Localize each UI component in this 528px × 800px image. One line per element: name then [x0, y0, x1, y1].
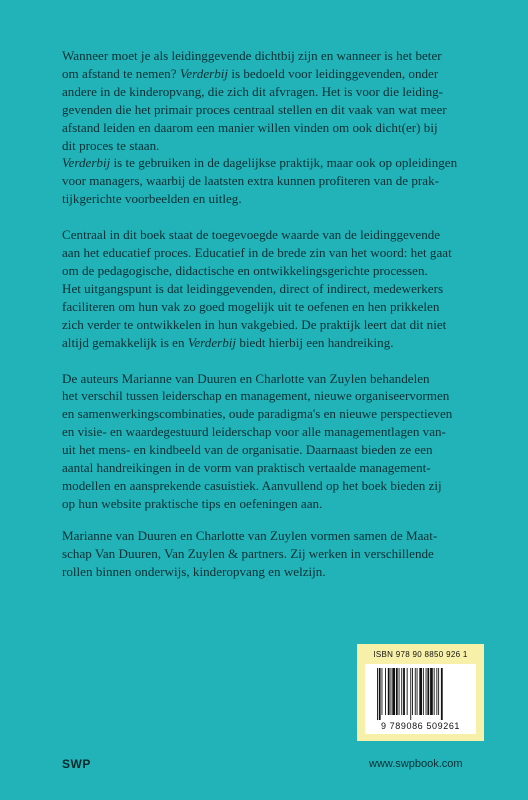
- text-line: [62, 65, 478, 83]
- barcode-bar: [379, 668, 381, 720]
- barcode-bar: [377, 668, 378, 720]
- book-title-italic: Verderbij: [179, 65, 229, 81]
- text-line: [62, 495, 478, 513]
- barcode-bar: [399, 668, 400, 715]
- text-run: het verschil tussen leiderschap en management, nieuwe organiseervormen: [62, 388, 450, 404]
- text-run: gevenden die het primair proces centraal stellen en dit vaak van wat meer: [62, 101, 447, 117]
- back-cover-blurb: [62, 47, 478, 580]
- barcode-bar: [392, 668, 395, 715]
- text-line: [62, 334, 478, 352]
- publisher-website: www.swpbook.com: [369, 758, 463, 770]
- barcode-bar: [427, 668, 429, 715]
- text-line: [62, 262, 478, 280]
- isbn-number: ISBN 978 90 8850 926 1: [373, 650, 468, 659]
- text-line: [62, 119, 478, 137]
- text-run: Het uitgangspunt is dat leidinggevenden, direct of indirect, medewerkers: [62, 280, 444, 296]
- book-title-italic: Verderbij: [62, 155, 111, 171]
- text-run: schap Van Duuren, Van Zuylen & partners. Zij werken in verschillende: [62, 545, 434, 561]
- blurb-paragraph: [62, 527, 478, 581]
- barcode-bar: [426, 668, 427, 715]
- text-run: altijd gemakkelijk is en: [62, 334, 188, 350]
- text-run: afstand leiden en daarom een manier willen vinden om ook dicht(er) bij: [62, 119, 438, 135]
- isbn-barcode-label: [357, 644, 484, 741]
- text-line: [62, 370, 478, 388]
- text-run: aantal handreikingen in de vorm van praktisch vertaalde management-: [62, 460, 431, 476]
- text-line: [62, 226, 478, 244]
- text-run: voor managers, waarbij de laatsten extra kunnen profiteren van de prak-: [62, 173, 440, 189]
- text-run: is te gebruiken in de dagelijkse praktijk, maar ook op opleidingen: [110, 155, 458, 171]
- text-run: dit proces te staan.: [62, 137, 160, 153]
- barcode-icon: [377, 668, 465, 720]
- barcode-bar: [415, 668, 416, 715]
- barcode-bar: [401, 668, 402, 715]
- text-line: [62, 47, 478, 65]
- barcode-bar: [419, 668, 422, 715]
- text-line: [62, 137, 478, 155]
- text-run: en visie- en waardegestuurd leiderschap voor alle managementlagen van-: [62, 424, 446, 440]
- barcode-area: [365, 664, 476, 734]
- barcode-bar: [382, 668, 383, 715]
- text-line: [62, 83, 478, 101]
- text-line: [62, 527, 478, 545]
- barcode-digits: 9 789086 509261: [380, 721, 461, 731]
- barcode-bar: [403, 668, 405, 715]
- text-run: tijkgerichte voorbeelden en uitleg.: [62, 191, 242, 207]
- barcode-bar: [412, 668, 413, 715]
- text-line: [62, 101, 478, 119]
- text-line: [62, 244, 478, 262]
- barcode-bar: [423, 668, 424, 715]
- text-run: om de pedagogische, didactische en ontwikkelingsgerichte processen.: [62, 262, 428, 278]
- blurb-paragraph: [62, 370, 478, 513]
- barcode-bar: [407, 668, 408, 715]
- barcode-bar: [436, 668, 437, 715]
- text-line: [62, 563, 478, 581]
- text-line: [62, 298, 478, 316]
- barcode-bar: [396, 668, 398, 715]
- barcode-bar: [434, 668, 435, 715]
- barcode-bar: [438, 668, 439, 715]
- text-line: [62, 405, 478, 423]
- barcode-bar: [430, 668, 433, 715]
- text-run: uit het mens- en kindbeeld van de organisatie. Daarnaast bieden ze een: [62, 442, 433, 458]
- barcode-bar: [388, 668, 390, 715]
- barcode-bar: [391, 668, 392, 715]
- text-line: [62, 477, 478, 495]
- text-line: [62, 423, 478, 441]
- blurb-paragraph: [62, 226, 478, 351]
- text-run: Centraal in dit boek staat de toegevoegde waarde van de leidinggevende: [62, 227, 441, 243]
- text-run: rollen binnen onderwijs, kinderopvang en welzijn.: [62, 563, 326, 579]
- text-line: [62, 387, 478, 405]
- text-run: faciliteren om hun vak zo goed mogelijk uit te oefenen en hen prikkelen: [62, 298, 440, 314]
- book-title-italic: Verderbij: [187, 334, 237, 350]
- text-run: zich verder te ontwikkelen in hun vakgebied. De praktijk leert dat dit niet: [62, 316, 447, 332]
- text-run: biedt hierbij een handreiking.: [236, 334, 394, 350]
- text-run: De auteurs Marianne van Duuren en Charlotte van Zuylen behandelen: [62, 370, 430, 386]
- text-run: en samenwerkingscombinaties, oude paradigma's en nieuwe perspectieven: [62, 406, 453, 422]
- blurb-paragraph: [62, 47, 478, 208]
- text-line: [62, 545, 478, 563]
- text-run: op hun website praktische tips en oefeningen aan.: [62, 495, 323, 511]
- text-line: [62, 154, 478, 172]
- text-line: [62, 459, 478, 477]
- text-line: [62, 441, 478, 459]
- text-line: [62, 280, 478, 298]
- barcode-bar: [441, 668, 443, 720]
- text-line: [62, 172, 478, 190]
- text-line: [62, 190, 478, 208]
- text-run: Marianne van Duuren en Charlotte van Zuylen vormen samen de Maat-: [62, 527, 438, 543]
- text-run: aan het educatief proces. Educatief in de brede zin van het woord: het gaat: [62, 245, 452, 261]
- text-line: [62, 316, 478, 334]
- barcode-bar: [417, 668, 418, 715]
- text-run: andere in de kinderopvang, die zich dit afvragen. Het is voor die leiding-: [62, 83, 444, 99]
- barcode-bar: [385, 668, 386, 715]
- text-run: Wanneer moet je als leidinggevende dichtbij zijn en wanneer is het beter: [62, 48, 442, 63]
- barcode-bar: [410, 668, 411, 720]
- text-run: om afstand te nemen?: [62, 65, 180, 81]
- text-run: modellen en aansprekende casuistiek. Aanvullend op het boek bieden zij: [62, 477, 442, 493]
- publisher-logo: SWP: [62, 757, 91, 771]
- text-run: is bedoeld voor leidinggevenden, onder: [228, 65, 439, 81]
